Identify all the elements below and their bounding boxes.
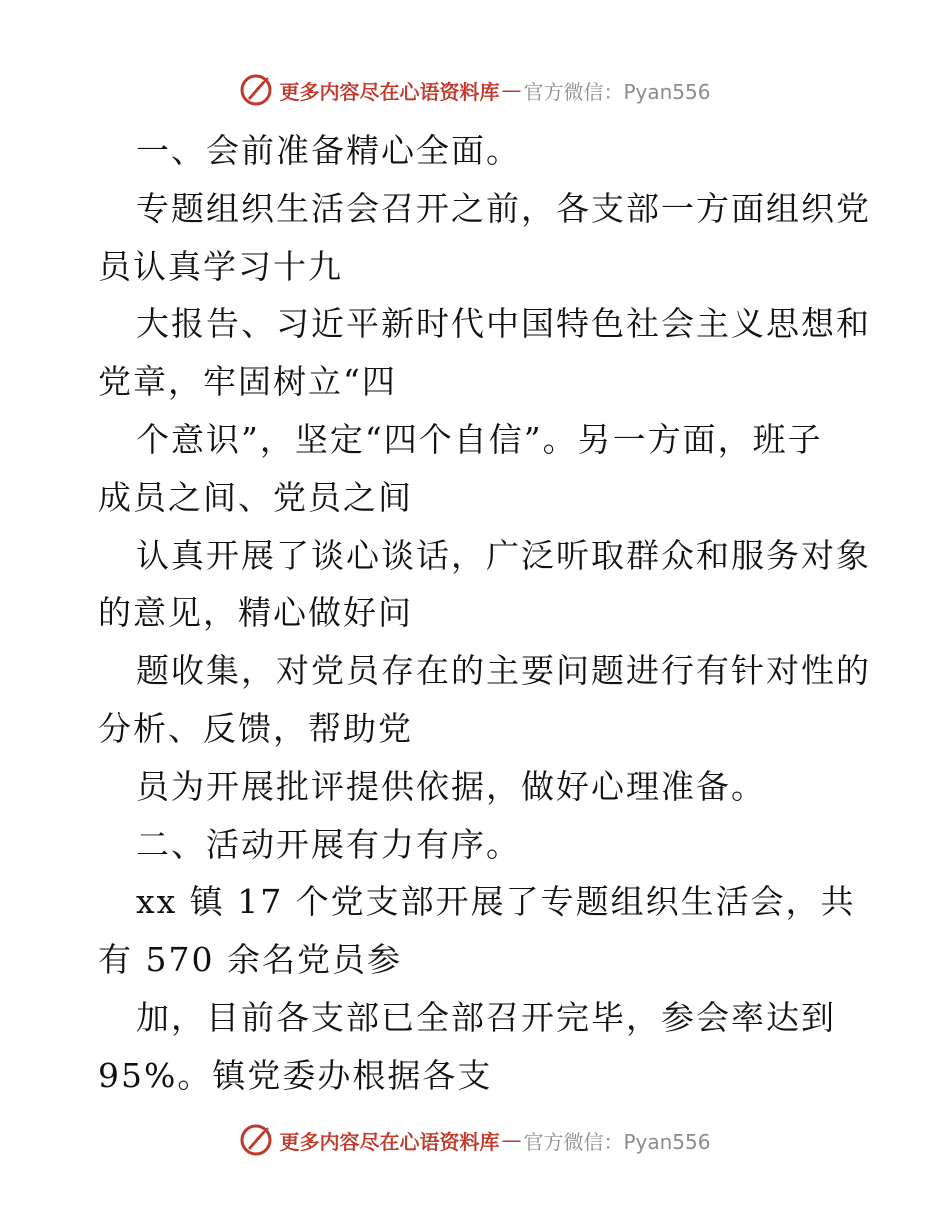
watermark-brand-text: 更多内容尽在心语资料库 [279,1129,500,1154]
footer-watermark [0,1120,950,1160]
watermark-dash: — [501,78,522,102]
text-line: 大报告、习近平新时代中国特色社会主义思想和 [136,304,871,344]
watermark-dash: — [501,1128,522,1152]
text-line: xx 镇 17 个党支部开展了专题组织生活会，共 [136,882,856,922]
text-line: 专题组织生活会召开之前，各支部一方面组织党 [136,188,871,228]
text-line: 95%。镇党委办根据各支 [98,1055,493,1095]
text-line: 分析、反馈，帮助党 [98,708,413,748]
header-watermark [0,70,950,110]
text-line: 一、会前准备精心全面。 [136,131,521,170]
text-line: 员为开展批评提供依据，做好心理准备。 [136,766,766,806]
quill-logo-icon [239,1123,273,1157]
text-line: 题收集，对党员存在的主要问题进行有针对性的 [136,651,871,691]
text-line: 认真开展了谈心谈话，广泛听取群众和服务对象 [136,535,871,575]
text-line: 的意见，精心做好问 [98,593,413,633]
watermark-wechat-text: 官方微信：Pyan556 [523,79,711,104]
text-line: 成员之间、党员之间 [98,477,413,517]
text-line: 员认真学习十九 [98,246,343,286]
text-line: 党章，牢固树立“四 [98,362,397,402]
text-line: 二、活动开展有力有序。 [136,824,521,864]
watermark-brand-text: 更多内容尽在心语资料库 [279,79,500,104]
text-line: 有 570 余名党员参 [98,940,402,980]
document-body [98,122,871,1105]
watermark-wechat-text: 官方微信：Pyan556 [523,1129,711,1154]
quill-logo-icon [239,73,273,107]
text-line: 加，目前各支部已全部召开完毕，参会率达到 [136,997,836,1037]
text-line: 个意识”，坚定“四个自信”。另一方面，班子 [136,419,823,459]
